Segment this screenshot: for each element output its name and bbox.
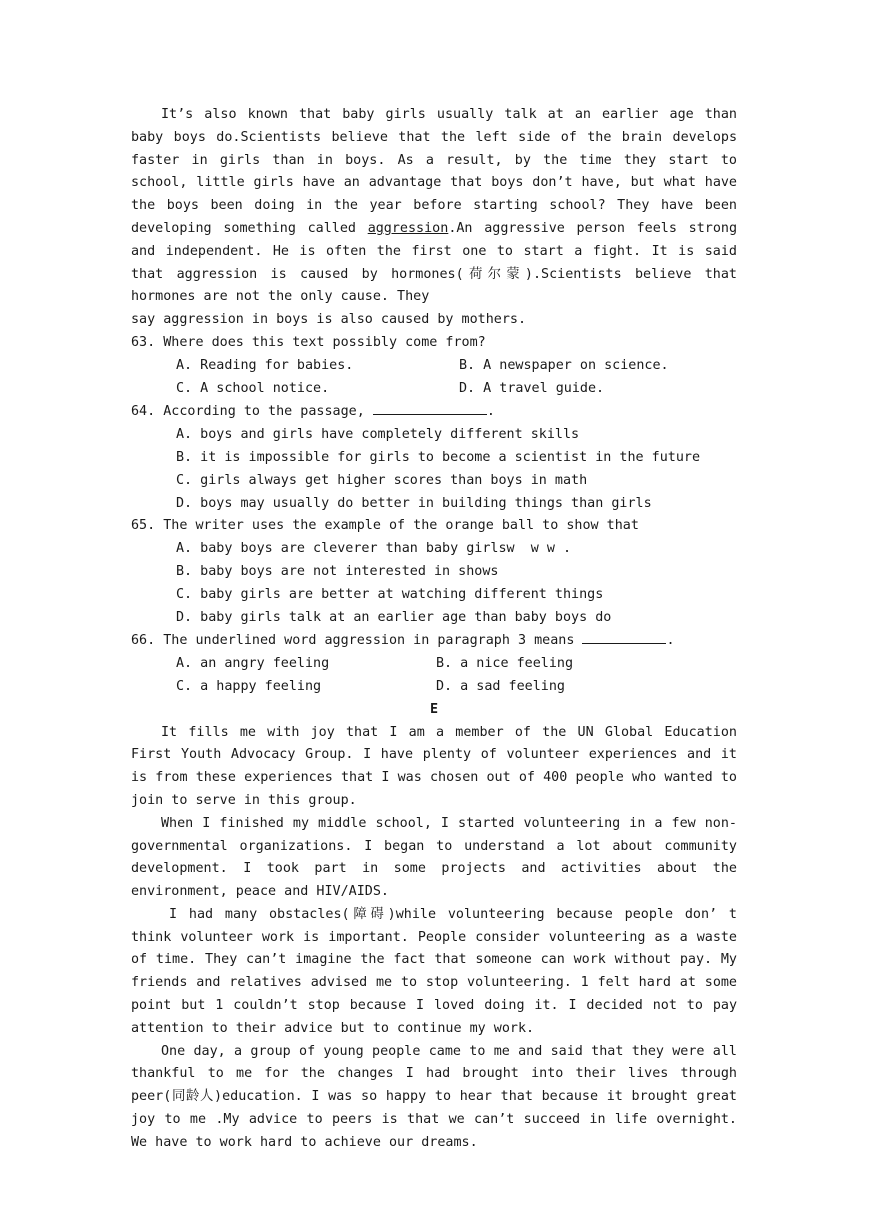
question-66-period: .: [666, 633, 675, 649]
answer-blank[interactable]: [582, 629, 666, 644]
option-65-a[interactable]: A. baby boys are cleverer than baby girlsw w w .: [176, 541, 572, 557]
option-65-b[interactable]: B. baby boys are not interested in shows: [176, 563, 499, 579]
question-66-options-row-2: [131, 676, 737, 699]
underlined-word-aggression: aggression: [367, 220, 449, 236]
question-64-text: 64. According to the passage,: [131, 404, 373, 420]
question-66-options-row-1: [131, 653, 737, 676]
question-64-period: .: [486, 404, 495, 420]
option-63-d[interactable]: D. A travel guide.: [459, 380, 605, 396]
option-64-a[interactable]: A. boys and girls have completely different skills: [176, 427, 580, 443]
passage-d-paragraph: [131, 104, 737, 309]
question-64-stem: [131, 400, 737, 424]
question-65-stem: 65. The writer uses the example of the orange ball to show that: [131, 518, 639, 534]
option-63-a[interactable]: A. Reading for babies.: [176, 357, 354, 373]
answer-blank[interactable]: [373, 400, 487, 415]
passage-e-paragraph-3: I had many obstacles(障碍)while volunteering because people don’ t think volunteer work is important. People consider volunteering as a waste of time. They can’t imagine the fact that someone can work without pay. My friends and relatives advised me to stop volunteering. 1 felt hard at some point but 1 couldn’t stop because I loved doing it. I decided not to pay attention to their advice but to continue my work.: [131, 906, 737, 1036]
option-64-d[interactable]: D. boys may usually do better in building things than girls: [176, 495, 652, 511]
passage-d-text-rest: .An aggressive person feels strong and independent. He is often the first one to start a fight. It is said that aggression is caused by hormones(荷尔蒙).Scientists believe that hormones are not the only cause. They: [131, 220, 738, 305]
passage-e-paragraph-1: It fills me with joy that I am a member of the UN Global Education First Youth Advocacy Group. I have plenty of volunteer experiences and it is from these experiences that I was chosen out of 400 people who wanted to join to serve in this group.: [131, 724, 737, 808]
option-65-d[interactable]: D. baby girls talk at an earlier age than baby boys do: [176, 609, 612, 625]
option-66-c[interactable]: C. a happy feeling: [176, 678, 322, 694]
question-63-stem: 63. Where does this text possibly come from?: [131, 334, 486, 350]
section-heading-e: E: [429, 701, 439, 717]
passage-e-paragraph-2: When I finished my middle school, I started volunteering in a few non-governmental organizations. I began to understand a lot about community development. I took part in some projects and activities about the environment, peace and HIV/AIDS.: [131, 815, 737, 900]
option-66-a[interactable]: A. an angry feeling: [176, 656, 330, 672]
question-63-options-row-1: [131, 355, 737, 378]
option-63-b[interactable]: B. A newspaper on science.: [459, 357, 669, 373]
passage-d-last-line: say aggression in boys is also caused by mothers.: [131, 312, 527, 328]
question-66-stem: [131, 629, 737, 653]
question-66-text: 66. The underlined word aggression in paragraph 3 means: [131, 633, 583, 649]
option-63-c[interactable]: C. A school notice.: [176, 380, 330, 396]
document-page: [131, 104, 737, 1155]
passage-d-text: It’s also known that baby girls usually talk at an earlier age than baby boys do.Scientists believe that the left side of the brain develops faster in girls than in boys. As a result, by the time they start to school, little girls have an advantage that boys don’t have, but what have the boys been doing in the year before starting school? They have been developing something called: [131, 107, 737, 236]
passage-e-paragraph-4: One day, a group of young people came to me and said that they were all thankful to me for the changes I had brought into their lives through peer(同龄人)education. I was so happy to hear that because it brought great joy to me .My advice to peers is that we can’t succeed in life overnight. We have to work hard to achieve our dreams.: [131, 1043, 737, 1150]
question-63-options-row-2: [131, 378, 737, 401]
option-64-b[interactable]: B. it is impossible for girls to become a scientist in the future: [176, 449, 701, 465]
option-66-d[interactable]: D. a sad feeling: [436, 678, 565, 694]
option-66-b[interactable]: B. a nice feeling: [436, 656, 574, 672]
option-65-c[interactable]: C. baby girls are better at watching different things: [176, 586, 604, 602]
option-64-c[interactable]: C. girls always get higher scores than boys in math: [176, 472, 588, 488]
